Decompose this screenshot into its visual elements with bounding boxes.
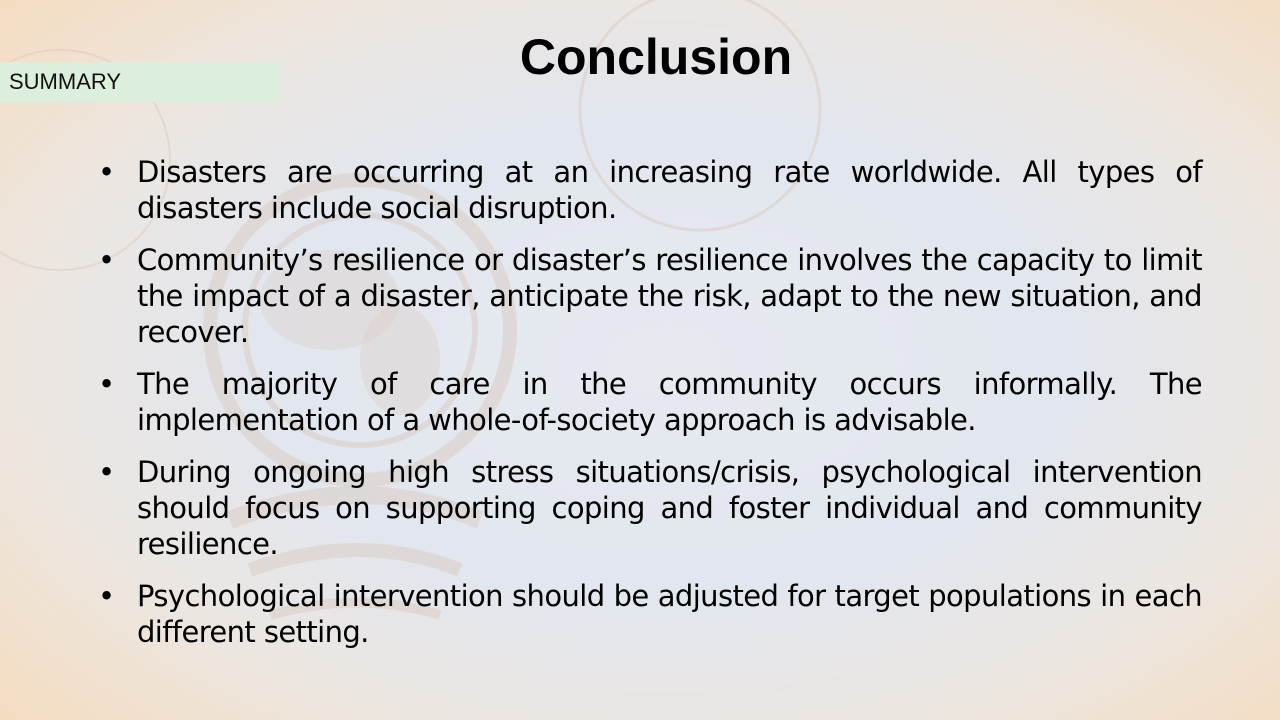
bullet-dot: • xyxy=(98,155,115,189)
bullet-dot: • xyxy=(98,455,115,489)
bullet-text: Disasters are occurring at an increasing rate worldwide. All types of disasters include social disruption. xyxy=(137,155,1202,225)
bullet-list xyxy=(95,154,1202,666)
bullet-item xyxy=(95,366,1202,438)
bullet-item xyxy=(95,242,1202,350)
bullet-item xyxy=(95,578,1202,650)
bullet-item xyxy=(95,454,1202,562)
bullet-text: Community’s resilience or disaster’s resilience involves the capacity to limit the impact of a disaster, anticipate the risk, adapt to the new situation, and recover. xyxy=(137,243,1202,349)
bullet-text: The majority of care in the community occurs informally. The implementation of a whole-of-society approach is advisable. xyxy=(137,367,1202,437)
bullet-item xyxy=(95,154,1202,226)
bullet-text: Psychological intervention should be adjusted for target populations in each different setting. xyxy=(137,579,1202,649)
bullet-dot: • xyxy=(98,243,115,277)
bullet-dot: • xyxy=(98,367,115,401)
bullet-dot: • xyxy=(98,579,115,613)
bullet-text: During ongoing high stress situations/crisis, psychological intervention should focus on supporting coping and foster individual and community resilience. xyxy=(137,455,1202,561)
slide-title: Conclusion xyxy=(519,29,793,85)
summary-tag: SUMMARY xyxy=(0,62,280,102)
